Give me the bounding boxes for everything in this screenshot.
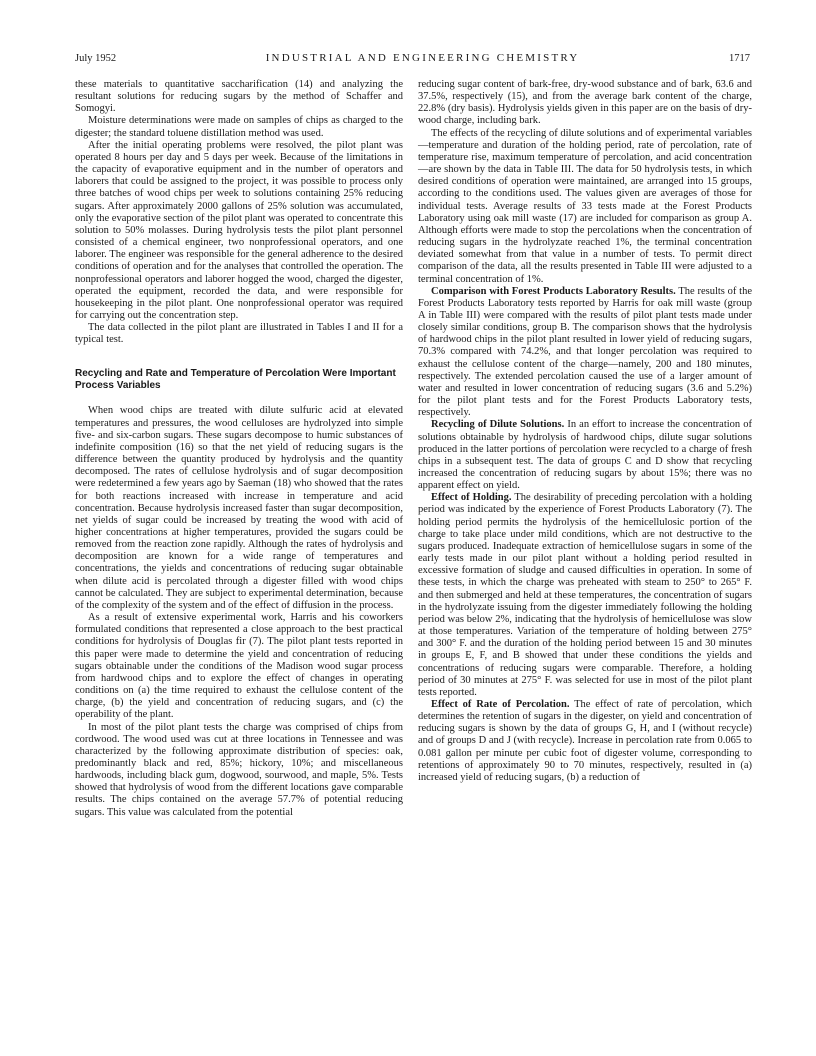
paragraph	[418, 699, 752, 784]
paragraph	[418, 492, 752, 699]
paragraph: reducing sugar content of bark-free, dry-wood substance and of bark, 63.6 and 37.5%, respectively (15), and from the average bark content of the charge, 22.8% (dry basis). Hydrolysis yields given in this paper are on the basis of dry-wood charge, including bark.	[418, 79, 752, 127]
right-column	[418, 79, 752, 784]
paragraph-text: In an effort to increase the concentration of solutions obtainable by hydrolysis of hardwood chips, dilute sugar solutions produced in the latter portions of percolation were recycled to a charge of fresh chips in a subsequent test. The data of groups C and D show that recycling increased the concentration of reducing sugars by about 15%; there was no apparent effect on yield.	[418, 419, 753, 492]
subsection-heading: Recycling of Dilute Solutions.	[431, 419, 565, 431]
paragraph-text: The effect of rate of percolation, which determines the retention of sugars in the digester, on yield and concentration of reducing sugars is shown by the data of groups G, H, and I (without recycle) and of groups D and J (with recycle). Increase in percolation rate from 0.065 to 0.081 gallon per minute per cubic foot of digester volume, corresponding to retentions of approximately 90 to 70 minutes, respectively, resulted in (a) increased yield of reducing sugars, (b) a reduction of	[418, 698, 752, 783]
subsection-heading: Comparison with Forest Products Laboratory Results.	[431, 285, 676, 297]
paragraph: The effects of the recycling of dilute solutions and of experimental variables—temperature and duration of the holding period, rate of percolation, rate of temperature rise, maximum temperature of percolation, and acid concentration—are shown by the data in Table III. The data for 50 hydrolysis tests, in which desired conditions of operation were maintained, are arranged into 15 groups, according to the conditions used. The values given are averages of those for individual tests. Average results of 33 tests made at the Forest Products Laboratory using oak mill waste (17) are included for comparison as group A. Although efforts were made to stop the percolations when the concentration of reducing sugars in the hydrolyzate reached 1%, the terminal concentration deviated somewhat from that value in a number of tests. To permit direct comparison of the data, all the results presented in Table III were adjusted to a terminal concentration of 1%.	[418, 127, 752, 285]
issue-date: July 1952	[75, 52, 117, 64]
paragraph	[418, 286, 752, 420]
paragraph: After the initial operating problems were resolved, the pilot plant was operated 8 hours per day and 5 days per week. Because of the limitations in the capacity of evaporative equipment and in the number of operators and laborers that could be assigned to the project, it was possible to process only three batches of wood chips per week to solutions containing 25% reducing sugars. After approximately 2000 gallons of 25% solution was accumulated, only the evaporative section of the pilot plant was operated to concentrate this solution to 50% molasses. During hydrolysis tests the pilot plant personnel consisted of a chemical engineer, two nonprofessional operators, and one laborer. The engineer was responsible for the general adherence to the desired conditions of operation and for the analyses that controlled the operation. The nonprofessional operators and laborer hogged the wood, charged the digester, operated the equipment, recorded the data, and were responsible for housekeeping in the pilot plant. One nonprofessional operator was required for carrying out the concentration step.	[75, 139, 403, 321]
paragraph-text: The results of the Forest Products Laboratory tests reported by Harris for oak mill waste (group A in Table III) were compared with the results of pilot plant tests made under closely similar conditions, group B. The comparison shows that the hydrolysis of hardwood chips in the pilot plant resulted in lower yield of reducing sugars, 70.3% compared with 74.2%, and that longer percolation was required to exhaust the cellulose content of the charge—namely, 200 and 180 minutes, respectively. The extended percolation caused the use of a larger amount of water and resulted in lower concentration of reducing sugars (3.6 and 5.2%) for the pilot plant tests and for the Forest Products Laboratory tests, respectively.	[418, 285, 753, 419]
subsection-heading: Effect of Rate of Percolation.	[431, 698, 570, 710]
paragraph	[418, 419, 752, 492]
left-column	[75, 79, 403, 819]
paragraph-text: The desirability of preceding percolation with a holding period was indicated by the experience of Forest Products Laboratory (7). The holding period permits the hydrolysis of the hemicellulosic portion of the charge to take place under mild conditions, which are not destructive to the sugars produced. Inadequate extraction of hemicellulose sugars in some of the early tests made in our pilot plant without a holding period resulted in excessive formation of sludge and caused difficulties in operation. In some of these tests, in which the charge was preheated with steam to 250° to 265° F. and then submerged and held at these temperatures, the concentration of sugars in the hydrolyzate issuing from the digester immediately following the holding period was below 2%, indicating that the hydrolysis of hemicellulose was slow at those temperatures. Variation of the temperature of holding between 275° and 300° F. and the duration of the holding period between 15 and 30 minutes in groups E, F, and B showed that under these conditions the yields and concentrations of reducing sugars were comparable. Therefore, a holding period of 30 minutes at 275° F. was selected for use in most of the pilot plant tests reported.	[418, 492, 752, 698]
subsection-heading: Effect of Holding.	[431, 492, 512, 504]
paragraph: In most of the pilot plant tests the charge was comprised of chips from cordwood. The wood used was cut at three locations in Tennessee and was characterized by the following approximate distribution of species: oak, predominantly black and red, 85%; hickory, 10%; and miscellaneous hardwoods, including black gum, dogwood, sourwood, and maple, 5%. Tests showed that hydrolysis of wood from the different locations gave comparable results. The chips contained on the average 57.7% of potential reducing sugars. This value was calculated from the potential	[75, 721, 403, 818]
paragraph: Moisture determinations were made on samples of chips as charged to the digester; the standard toluene distillation method was used.	[75, 115, 403, 139]
paragraph: As a result of extensive experimental work, Harris and his coworkers formulated conditions that represented a close approach to the best practical conditions for hydrolysis of Douglas fir (7). The pilot plant tests reported in this paper were made to determine the yield and concentration of reducing sugars obtainable under the conditions of the Madison wood sugar process from hardwood chips and to explore the effect of changes in operating conditions on (a) the time required to exhaust the cellulose content of the charge, (b) the yield and concentration of reducing sugars, and (c) the operability of the plant.	[75, 612, 403, 721]
running-header	[75, 50, 750, 66]
paragraph: these materials to quantitative saccharification (14) and analyzing the resultant solutions for reducing sugars by the method of Schaffer and Somogyi.	[75, 79, 403, 115]
paragraph: When wood chips are treated with dilute sulfuric acid at elevated temperatures and pressures, the wood celluloses are hydrolyzed into simple five- and six-carbon sugars. These sugars decompose to humic substances of indefinite composition (16) so that the net yield of reducing sugars is the difference between the quantity produced by hydrolysis and the quantity decomposed. The rates of cellulose hydrolysis and of sugar decomposition were redetermined a few years ago by Saeman (18) who showed that the rates for both reactions increased with increase in temperature and acid concentration. Because hydrolysis increased faster than sugar decomposition, net yields of sugar could be increased by treating the wood with acid of higher concentrations at higher temperatures, provided the sugars could be removed from the reaction zone rapidly. Although the rates of hydrolysis and decomposition are known for a wide range of temperatures and concentrations, the yields and concentrations of reducing sugar obtainable when dilute acid is percolated through a digester filled with wood chips cannot be calculated. They are subject to experimental determination, because of the complexity of the system and of the effect of diffusion in the process.	[75, 405, 403, 611]
page-number: 1717	[729, 52, 750, 64]
journal-title: INDUSTRIAL AND ENGINEERING CHEMISTRY	[265, 52, 580, 64]
section-heading: Recycling and Rate and Temperature of Percolation Were Important Process Variables	[75, 368, 396, 391]
paragraph: The data collected in the pilot plant are illustrated in Tables I and II for a typical test.	[75, 322, 403, 346]
